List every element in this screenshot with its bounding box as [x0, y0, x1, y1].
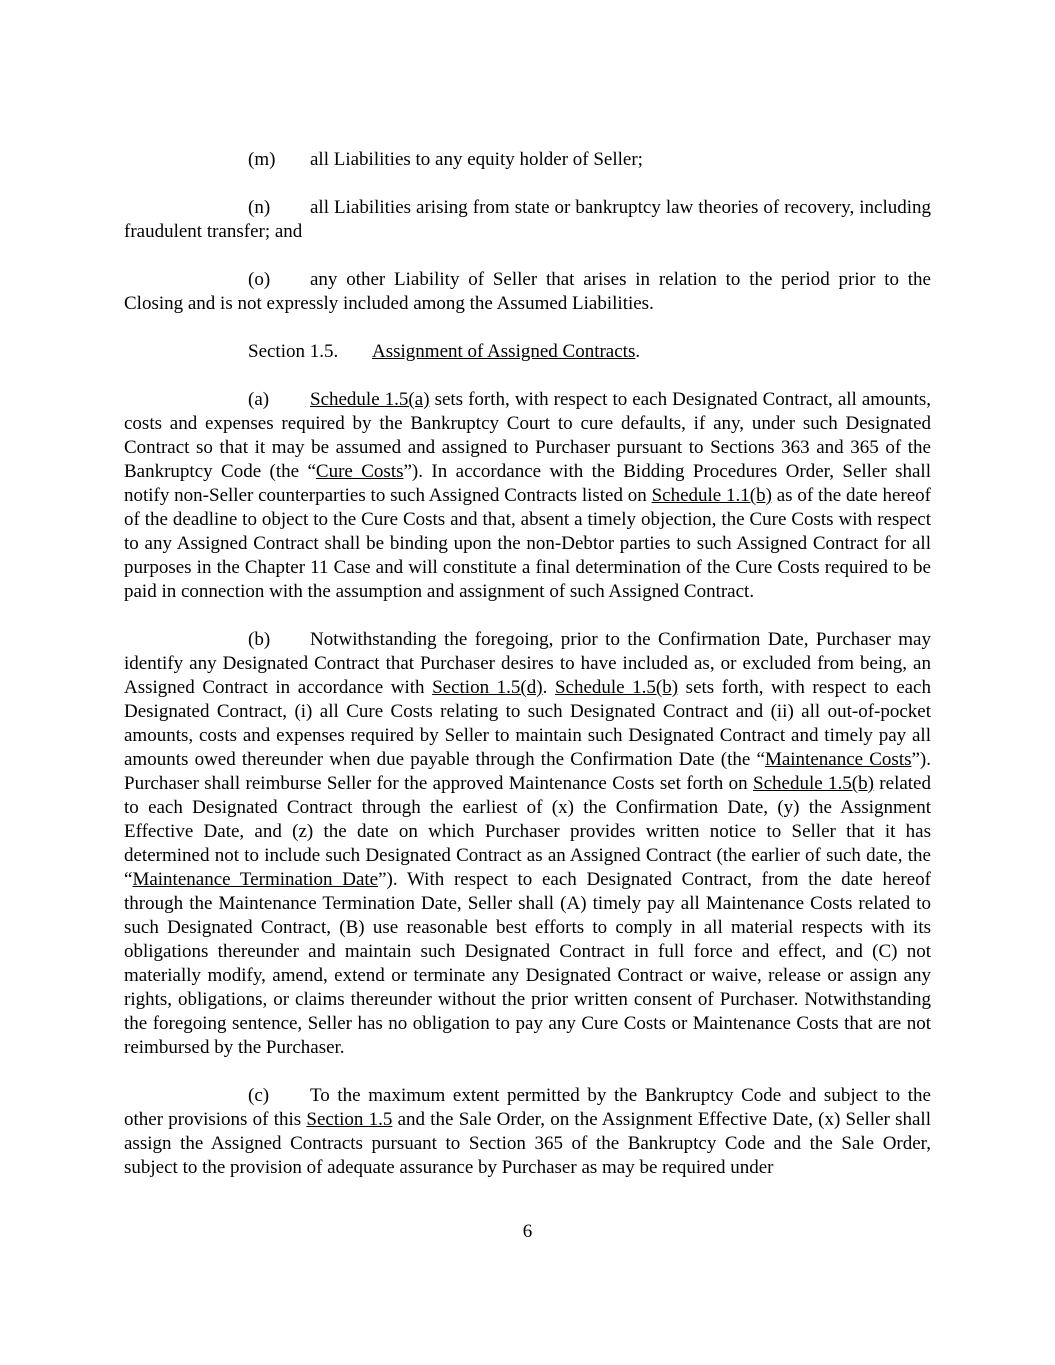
text-run: sets forth, with respect to each Designated Contract, (i) all Cure Costs relating to such Designated Contract and (ii) all out-of-pocket amounts, costs and expenses required by Seller to maintain such Designated Contract and timely pay all amounts owed thereunder when due payable through the Confirmation Date (the “ [124, 677, 931, 770]
section-heading-title [372, 341, 640, 362]
underlined-reference: Schedule 1.1(b) [651, 485, 772, 506]
text-run: and the Sale Order, on the Assignment Effective Date, (x) Seller shall assign the Assigned Contracts pursuant to Section 365 of the Bankruptcy Code and the Sale Order, subject to the provision of adequate assurance by Purchaser as may be required under [124, 1109, 931, 1178]
text-run: To the maximum extent permitted by the Bankruptcy Code and subject to the other provisions of this [124, 1085, 931, 1130]
underlined-reference: Schedule 1.5(b) [554, 677, 679, 698]
paragraph-item-n [124, 196, 931, 244]
text-run: . [635, 341, 641, 362]
paragraph-item-m [124, 148, 931, 172]
paragraph-text-o [124, 269, 931, 314]
paragraph-label-b: (b) [248, 629, 271, 650]
paragraph-text-c [124, 1085, 931, 1178]
text-run: ”). With respect to each Designated Contract, from the date hereof through the Maintenance Termination Date, Seller shall (A) timely pay all Maintenance Costs related to such Designated Contract, (B) use reasonable best efforts to comply in all material respects with its obligations thereunder and maintain such Designated Contract in full force and effect, and (C) not materially modify, amend, extend or terminate any Designated Contract or waive, release or assign any rights, obligations, or claims thereunder without the prior written consent of Purchaser. Notwithstanding the foregoing sentence, Seller has no obligation to pay any Cure Costs or Maintenance Costs that are not reimbursed by the Purchaser. [124, 869, 932, 1058]
text-run: all Liabilities to any equity holder of Seller; [310, 149, 643, 170]
underlined-reference: Section 1.5 [306, 1109, 393, 1130]
section-heading-1-5 [124, 340, 931, 364]
underlined-reference: Maintenance Costs [764, 749, 912, 770]
paragraph-item-b [124, 628, 931, 1060]
text-run: related to each Designated Contract through the earliest of (x) the Confirmation Date, (y) the Assignment Effective Date, and (z) the date on which Purchaser provides written notice to Seller that it has determined not to include such Designated Contract as an Assigned Contract (the earlier of such date, the “ [124, 773, 931, 890]
text-run: all Liabilities arising from state or bankruptcy law theories of recovery, including fraudulent transfer; and [124, 197, 931, 242]
text-run: sets forth, with respect to each Designated Contract, all amounts, costs and expenses required by the Bankruptcy Court to cure defaults, if any, under such Designated Contract so that it may be assumed and assigned to Purchaser pursuant to Sections 363 and 365 of the Bankruptcy Code (the “ [124, 389, 931, 482]
underlined-reference: Assignment of Assigned Contracts [372, 341, 636, 362]
section-heading-number: Section 1.5. [248, 341, 339, 362]
paragraph-label-a: (a) [248, 389, 270, 410]
page-number: 6 [522, 1221, 533, 1242]
text-run: as of the date hereof of the deadline to object to the Cure Costs and that, absent a timely objection, the Cure Costs with respect to any Assigned Contract shall be binding upon the non-Debtor parties to such Assigned Contract for all purposes in the Chapter 11 Case and will constitute a final determination of the Cure Costs required to be paid in connection with the assumption and assignment of such Assigned Contract. [124, 485, 931, 602]
underlined-reference: Schedule 1.5(a) [310, 389, 430, 410]
paragraph-text-m [310, 149, 643, 170]
paragraph-label-c: (c) [248, 1085, 270, 1106]
underlined-reference: Section 1.5(d) [432, 677, 543, 698]
paragraph-text-n [124, 197, 931, 242]
paragraph-item-a [124, 388, 931, 604]
text-run: ”). Purchaser shall reimburse Seller for the approved Maintenance Costs set forth on [124, 749, 932, 794]
paragraph-item-o [124, 268, 931, 316]
paragraph-text-b [124, 629, 931, 1058]
underlined-reference: Cure Costs [315, 461, 404, 482]
paragraph-label-o: (o) [248, 269, 271, 290]
paragraph-label-n: (n) [248, 197, 271, 218]
underlined-reference: Schedule 1.5(b) [753, 773, 874, 794]
document-body [124, 148, 931, 1204]
text-run: any other Liability of Seller that arises in relation to the period prior to the Closing and is not expressly included among the Assumed Liabilities. [124, 269, 931, 314]
paragraph-label-m: (m) [248, 149, 276, 170]
text-run: . [542, 677, 555, 698]
paragraph-item-c [124, 1084, 931, 1180]
text-run: ”). In accordance with the Bidding Procedures Order, Seller shall notify non-Seller counterparties to such Assigned Contracts listed on [124, 461, 931, 506]
underlined-reference: Maintenance Termination Date [132, 869, 379, 890]
paragraph-text-a [124, 389, 931, 602]
text-run: Notwithstanding the foregoing, prior to the Confirmation Date, Purchaser may identify any Designated Contract that Purchaser desires to have included as, or excluded from being, an Assigned Contract in accordance with [124, 629, 931, 698]
